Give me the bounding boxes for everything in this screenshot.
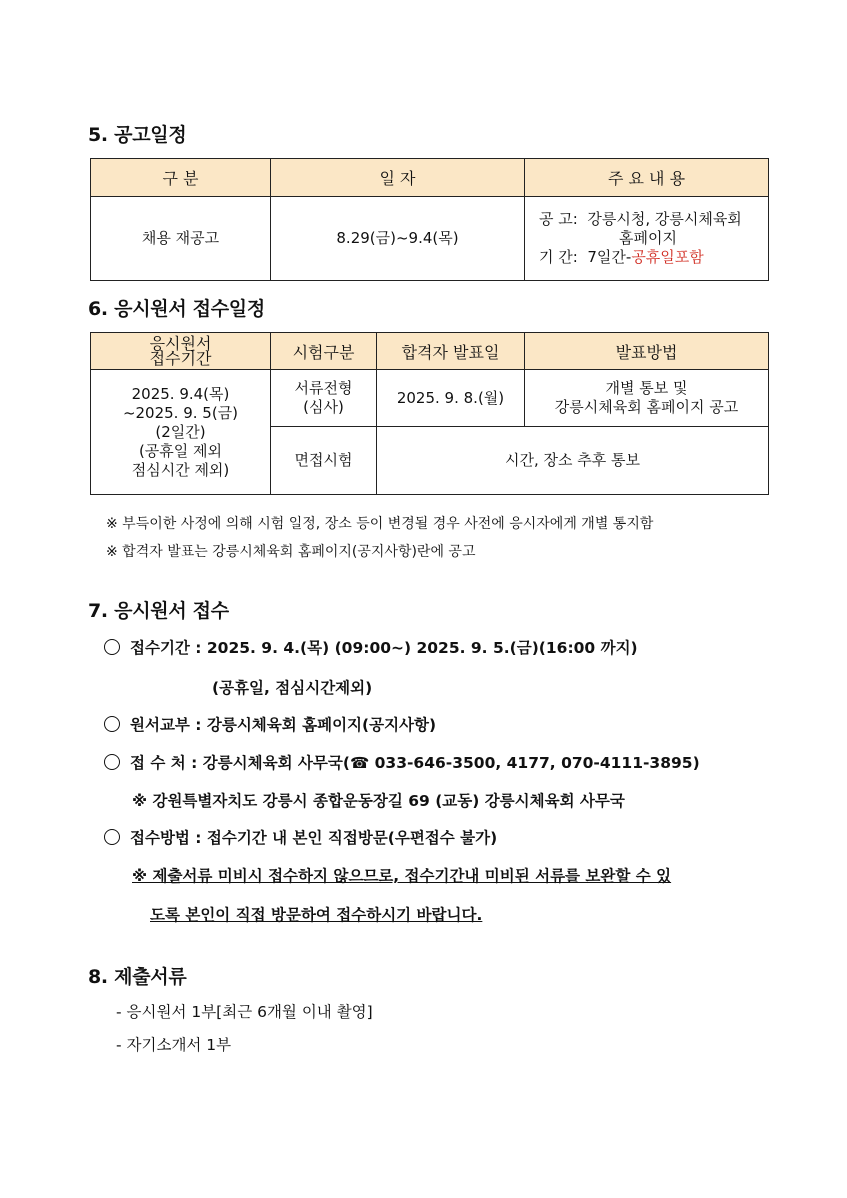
method-line: 개별 통보 및 — [605, 379, 688, 397]
cell-type-document — [271, 370, 377, 427]
period-dash: - — [625, 248, 632, 266]
header-category: 구 분 — [91, 159, 271, 197]
section7-title: 7. 응시원서 접수 — [88, 600, 229, 622]
period-value: 7일간 — [587, 248, 626, 266]
cell-content — [525, 197, 769, 281]
section8-title: 8. 제출서류 — [88, 966, 187, 988]
period-line: 2025. 9.4(목) — [131, 384, 230, 403]
cell-category: 채용 재공고 — [91, 197, 271, 281]
document-item: - 응시원서 1부[최근 6개월 이내 촬영] — [116, 1003, 373, 1021]
document-item: - 자기소개서 1부 — [116, 1036, 232, 1054]
period-note: 공휴일포함 — [631, 248, 704, 266]
address: ※ 강원특별자치도 강릉시 종합운동장길 69 (교동) 강릉시체육회 사무국 — [132, 792, 625, 810]
note-announcement: ※ 합격자 발표는 강릉시체육회 홈페이지(공지사항)란에 공고 — [106, 544, 476, 560]
period-label: 기 간: — [539, 248, 578, 266]
period-line-item — [104, 636, 638, 658]
form-line-item — [104, 713, 436, 735]
type-line: 서류전형 — [294, 379, 353, 397]
header-method: 발표방법 — [525, 333, 769, 370]
application-table — [90, 332, 769, 495]
period-line: (2일간) — [155, 422, 206, 441]
section6-title: 6. 응시원서 접수일정 — [88, 298, 265, 320]
period-line: 점심시간 제외) — [131, 460, 230, 479]
form-distribution: 원서교부 : 강릉시체육회 홈페이지(공지사항) — [130, 716, 437, 734]
cell-type-interview: 면접시험 — [271, 427, 377, 495]
place-line-item — [104, 751, 700, 773]
cell-interview-note: 시간, 장소 추후 통보 — [377, 427, 769, 495]
cell-result-date: 2025. 9. 8.(월) — [377, 370, 525, 427]
notice-value2: 홈페이지 — [619, 229, 677, 247]
cell-date: 8.29(금)~9.4(목) — [271, 197, 525, 281]
period-line: ~2025. 9. 5(금) — [122, 403, 239, 422]
circle-bullet-icon — [104, 639, 120, 655]
receipt-period: 접수기간 : 2025. 9. 4.(목) (09:00~) 2025. 9. 5.(금)(16:00 까지) — [130, 639, 638, 657]
header-result-date: 합격자 발표일 — [377, 333, 525, 370]
receipt-method: 접수방법 : 접수기간 내 본인 직접방문(우편접수 불가) — [130, 829, 498, 847]
receipt-place: 접 수 처 : 강릉시체육회 사무국(☎ 033-646-3500, 4177, 070-4111-3895) — [130, 754, 700, 772]
warning-line1: ※ 제출서류 미비시 접수하지 않으므로, 접수기간내 미비된 서류를 보완할 수 있 — [132, 867, 672, 885]
header-period-line2: 접수기간 — [149, 349, 212, 368]
cell-period — [91, 370, 271, 495]
circle-bullet-icon — [104, 716, 120, 732]
method-line-item — [104, 826, 497, 848]
header-exam-type: 시험구분 — [271, 333, 377, 370]
period-sub: (공휴일, 점심시간제외) — [212, 679, 373, 697]
warning-line2: 도록 본인이 직접 방문하여 접수하시기 바랍니다. — [150, 906, 483, 924]
notice-label: 공 고: — [539, 210, 578, 228]
notice-value: 강릉시청, 강릉시체육회 — [587, 210, 742, 228]
period-line: (공휴일 제외 — [138, 441, 223, 460]
header-content: 주 요 내 용 — [525, 159, 769, 197]
header-period — [91, 333, 271, 370]
method-line: 강릉시체육회 홈페이지 공고 — [554, 398, 739, 416]
header-period-line1: 응시원서 — [149, 334, 212, 353]
note-change: ※ 부득이한 사정에 의해 시험 일정, 장소 등이 변경될 경우 사전에 응시자에게 개별 통지함 — [106, 516, 654, 532]
cell-method — [525, 370, 769, 427]
circle-bullet-icon — [104, 754, 120, 770]
circle-bullet-icon — [104, 829, 120, 845]
header-date: 일 자 — [271, 159, 525, 197]
section5-title: 5. 공고일정 — [88, 124, 187, 146]
type-line: (심사) — [303, 398, 344, 416]
schedule-table — [90, 158, 769, 281]
